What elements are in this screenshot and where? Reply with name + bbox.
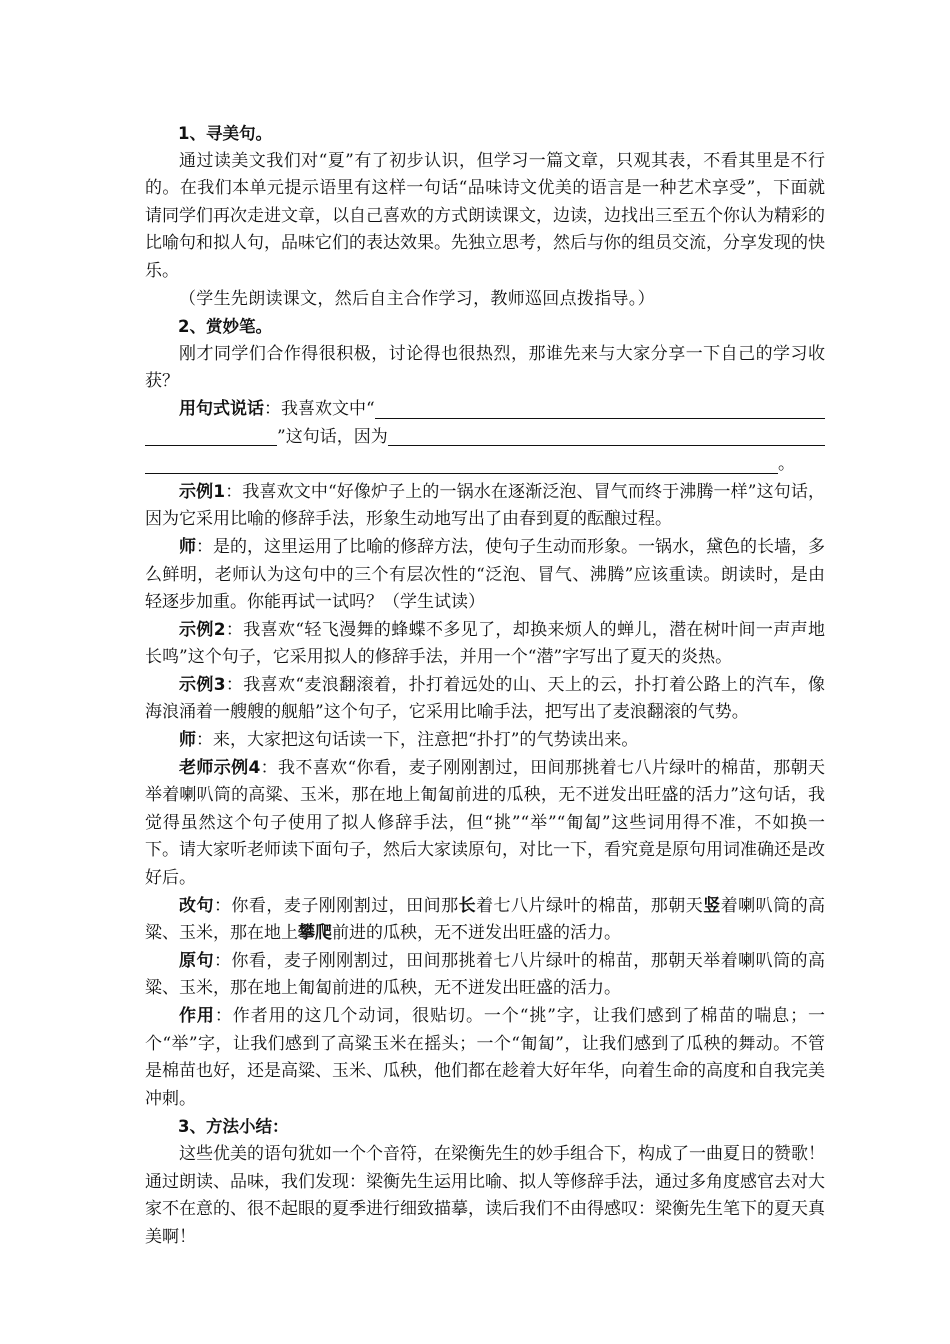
revised-word-1: 长 xyxy=(458,895,477,916)
pattern-text-b: ”这句话，因为 xyxy=(277,426,388,447)
revised-word-3: 攀爬 xyxy=(298,923,332,944)
blank-line-4[interactable] xyxy=(145,455,778,474)
section-heading-1: 1、寻美句。 xyxy=(178,124,272,143)
teacher-remark-2: 师：来，大家把这句话读一下，注意把“扑打”的气势读出来。 xyxy=(179,730,639,751)
pattern-line-3 xyxy=(145,451,825,479)
original-sentence: 原句：你看，麦子刚刚割过，田间那挑着七八片绿叶的棉苗，那朝天举着喇叭筒的高粱、玉米，那在地上匍匐前进的瓜秧，无不迸发出旺盛的活力。 xyxy=(145,950,826,999)
paragraph-share: 刚才同学们合作得很积极，讨论得也很热烈，那谁先来与大家分享一下自己的学习收获？ xyxy=(145,343,825,392)
teacher-remark-1: 师：是的，这里运用了比喻的修辞方法，使句子生动而形象。一锅水，黛色的长墙，多么鲜明，老师认为这句中的三个有层次性的“泛泡、冒气、沸腾”应该重读。朗读时，是由轻逐步加重。你能再试一试吗？（学生试读） xyxy=(145,536,825,613)
revised-word-2: 竖 xyxy=(703,895,721,916)
example-1: 示例1：我喜欢文中“好像炉子上的一锅水在逐渐泛泡、冒气而终于沸腾一样”这句话，因为它采用比喻的修辞手法，形象生动地写出了由春到夏的酝酿过程。 xyxy=(145,481,825,530)
revised-label: 改句 xyxy=(179,895,214,916)
original-label: 原句 xyxy=(179,950,214,971)
blank-line-1[interactable] xyxy=(375,400,825,419)
pattern-text-a: 我喜欢文中“ xyxy=(281,398,375,419)
pattern-line-1: 用句式说话 ： 我喜欢文中“ xyxy=(145,396,825,424)
blank-line-3[interactable] xyxy=(388,427,825,446)
paragraph-summary: 这些优美的语句犹如一个个音符，在梁衡先生的妙手组合下，构成了一曲夏日的赞歌！通过朗读、品味，我们发现：梁衡先生运用比喻、拟人等修辞手法，通过多角度感官去对大家不在意的、很不起眼的夏季进行细致描摹，读后我们不由得感叹：梁衡先生笔下的夏天真美啊！ xyxy=(145,1143,825,1247)
effect-label: 作用 xyxy=(179,1006,215,1026)
pattern-line-2 xyxy=(145,424,825,452)
example-1-label: 示例1 xyxy=(179,481,226,502)
section-heading-3: 3、方法小结： xyxy=(178,1117,289,1137)
effect-paragraph: 作用：作者用的这几个动词，很贴切。一个“挑”字，让我们感到了棉苗的喘息；一个“举”字，让我们感到了高粱玉米在摇头；一个“匍匐”，让我们感到了瓜秧的舞动。不管是棉苗也好，还是高粱、玉米、瓜秧，他们都在趁着大好年华，向着生命的高度和自我完美冲刺。 xyxy=(145,1006,825,1109)
paragraph-intro: 通过读美文我们对“夏”有了初步认识，但学习一篇文章，只观其表，不看其里是不行的。在我们本单元提示语里有这样一句话“品味诗文优美的语言是一种艺术享受”，下面就请同学们再次走进文章，以自己喜欢的方式朗读课文，边读，边找出三至五个你认为精彩的比喻句和拟人句，品味它们的表达效果。先独立思考，然后与你的组员交流，分享发现的快乐。 xyxy=(145,150,825,281)
document-page xyxy=(145,120,825,1251)
example-4: 老师示例4：我不喜欢“你看，麦子刚刚割过，田间那挑着七八片绿叶的棉苗，那朝天举着喇叭筒的高粱、玉米，那在地上匍匐前进的瓜秧，无不迸发出旺盛的活力”这句话，我觉得虽然这个句子使用了拟人修辞手法，但“挑”“举”“匍匐”这些词用得不准，不如换一下。请大家听老师读下面句子，然后大家读原句，对比一下，看究竟是原句用词准确还是改好后。 xyxy=(145,757,825,889)
pattern-end: 。 xyxy=(778,454,795,475)
example-3-label: 示例3 xyxy=(179,674,226,695)
blank-line-2[interactable] xyxy=(145,427,277,446)
revised-sentence: 改句：你看，麦子刚刚割过，田间那长着七八片绿叶的棉苗，那朝天竖着喇叭筒的高粱、玉米，那在地上攀爬前进的瓜秧，无不迸发出旺盛的活力。 xyxy=(145,895,826,944)
example-3: 示例3：我喜欢“麦浪翻滚着，扑打着远处的山、天上的云，扑打着公路上的汽车，像海浪涌着一艘艘的舰船”这个句子，它采用比喻手法，把写出了麦浪翻滚的气势。 xyxy=(145,674,825,723)
teacher-label: 师 xyxy=(179,536,196,557)
pattern-label: 用句式说话 xyxy=(179,398,264,419)
example-2: 示例2：我喜欢“轻飞漫舞的蜂蝶不多见了，却换来烦人的蝉儿，潜在树叶间一声声地长鸣”这个句子，它采用拟人的修辞手法，并用一个“潜”字写出了夏天的炎热。 xyxy=(145,619,825,668)
paragraph-note: （学生先朗读课文，然后自主合作学习，教师巡回点拨指导。） xyxy=(179,288,655,309)
example-2-label: 示例2 xyxy=(179,619,226,640)
example-4-label: 老师示例4 xyxy=(179,757,261,778)
teacher-label: 师 xyxy=(179,730,196,751)
section-heading-2: 2、赏妙笔。 xyxy=(178,317,272,337)
sentence-pattern xyxy=(145,396,825,479)
